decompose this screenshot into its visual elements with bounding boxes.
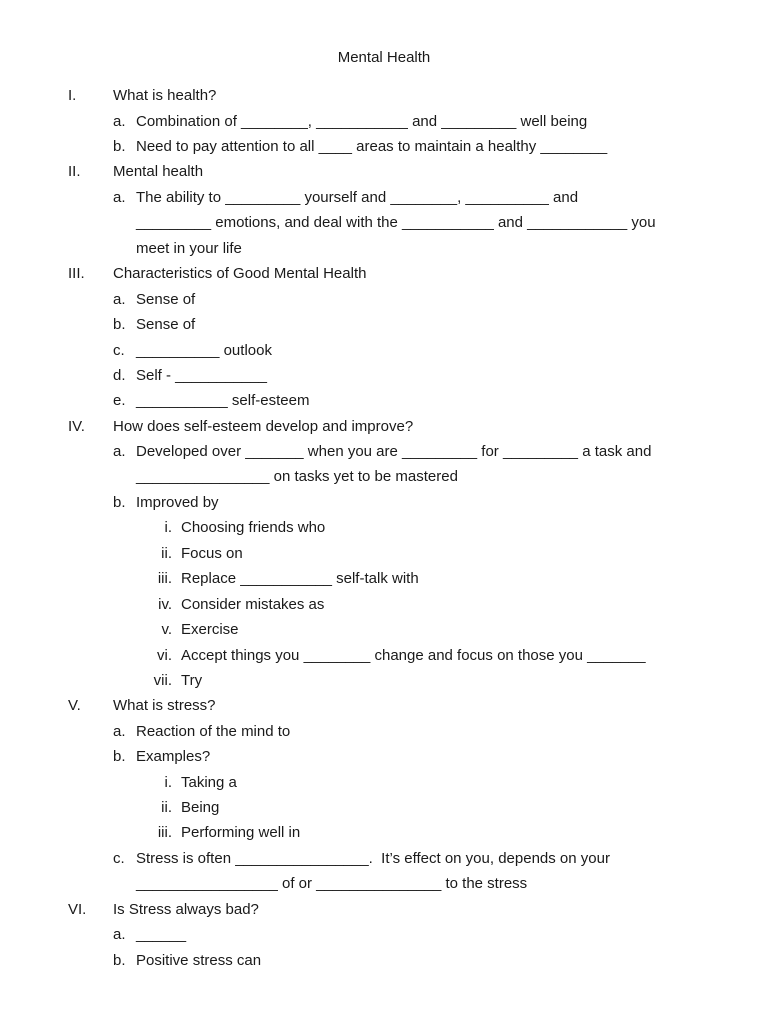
subitem-marker: i. — [164, 519, 172, 536]
item-marker: a. — [113, 443, 126, 460]
item-marker: b. — [113, 494, 126, 511]
item-marker: a. — [113, 189, 126, 206]
item-marker: b. — [113, 952, 126, 969]
item-marker: a. — [113, 926, 126, 943]
item-text: Sense of — [136, 316, 196, 333]
item-marker: d. — [113, 367, 126, 384]
subitem-text: Performing well in — [181, 824, 301, 841]
item-marker: e. — [113, 392, 126, 409]
section-number: VI. — [68, 901, 87, 918]
item-text: Positive stress can — [136, 952, 262, 969]
subitem-text: Consider mistakes as — [181, 596, 325, 613]
subitem-marker: i. — [164, 774, 172, 791]
subitem-text: Choosing friends who — [181, 519, 326, 536]
item-marker: c. — [113, 850, 125, 867]
section-number: I. — [68, 87, 77, 104]
item-text: Improved by — [136, 494, 219, 511]
subitem-text: Being — [181, 799, 220, 816]
section-number: III. — [68, 265, 85, 282]
item-text: Stress is often ________________. It’s effect on you, depends on your — [136, 850, 610, 867]
item-marker: c. — [113, 342, 125, 359]
subitem-text: Replace ___________ self-talk with — [181, 570, 419, 587]
subitem-marker: iii. — [157, 824, 172, 841]
section-number: IV. — [68, 418, 85, 435]
item-text: Combination of ________, ___________ and _________ well being — [136, 113, 588, 130]
item-text: ___________ self-esteem — [136, 392, 310, 409]
item-text-continued: ________________ on tasks yet to be mastered — [136, 468, 458, 485]
item-text: Reaction of the mind to — [136, 723, 291, 740]
item-text-continued: meet in your life — [136, 240, 242, 257]
subitem-marker: iii. — [157, 570, 172, 587]
item-text: __________ outlook — [136, 342, 272, 359]
subitem-text: Try — [181, 672, 203, 689]
item-marker: b. — [113, 316, 126, 333]
item-text: Examples? — [136, 748, 211, 765]
section-heading: How does self-esteem develop and improve? — [113, 418, 414, 435]
subitem-marker: vi. — [157, 647, 172, 664]
subitem-text: Exercise — [181, 621, 239, 638]
item-text: Developed over _______ when you are _________ for _________ a task and — [136, 443, 652, 460]
item-marker: a. — [113, 113, 126, 130]
subitem-marker: ii. — [161, 545, 172, 562]
subitem-text: Focus on — [181, 545, 243, 562]
item-text: Self - ___________ — [136, 367, 267, 384]
item-text-continued: _________________ of or _______________ to the stress — [136, 875, 528, 892]
section-heading: What is stress? — [113, 697, 216, 714]
section-heading: Characteristics of Good Mental Health — [113, 265, 367, 282]
item-text-continued: _________ emotions, and deal with the ___________ and ____________ you — [136, 214, 656, 231]
subitem-text: Taking a — [181, 774, 237, 791]
item-text: ______ — [136, 926, 187, 943]
item-marker: a. — [113, 723, 126, 740]
subitem-marker: iv. — [158, 596, 172, 613]
item-marker: b. — [113, 138, 126, 155]
subitem-marker: vii. — [153, 672, 172, 689]
item-text: Need to pay attention to all ____ areas to maintain a healthy ________ — [136, 138, 608, 155]
item-marker: a. — [113, 291, 126, 308]
section-heading: Is Stress always bad? — [113, 901, 259, 918]
subitem-text: Accept things you ________ change and focus on those you _______ — [181, 647, 646, 664]
section-heading: What is health? — [113, 87, 217, 104]
section-heading: Mental health — [113, 163, 204, 180]
subitem-marker: ii. — [161, 799, 172, 816]
section-number: II. — [68, 163, 81, 180]
subitem-marker: v. — [161, 621, 172, 638]
item-text: Sense of — [136, 291, 196, 308]
section-number: V. — [68, 697, 81, 714]
item-text: The ability to _________ yourself and ________, __________ and — [136, 189, 579, 206]
page-title: Mental Health — [337, 49, 431, 66]
item-marker: b. — [113, 748, 126, 765]
